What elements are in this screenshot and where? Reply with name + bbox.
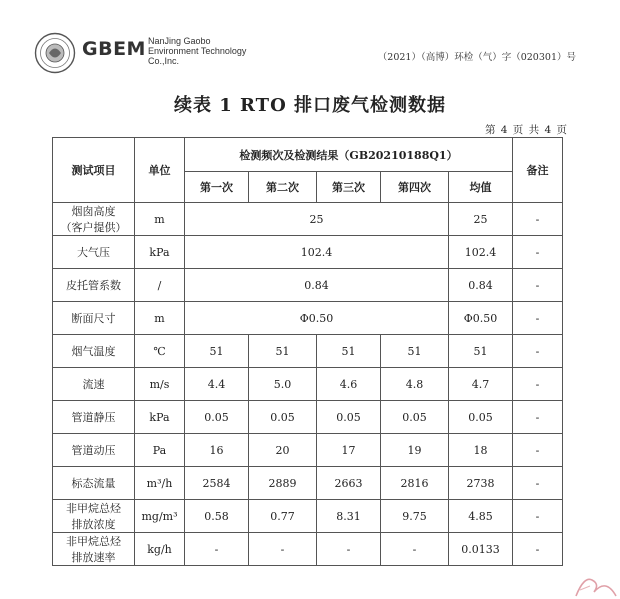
row-run-value: 0.05: [249, 401, 317, 434]
row-note: -: [513, 401, 563, 434]
row-run-value: 0.05: [317, 401, 381, 434]
report-header: [34, 28, 594, 78]
row-average: 4.85: [449, 500, 513, 533]
row-run-value: 51: [381, 335, 449, 368]
item-label-line: 非甲烷总烃: [66, 502, 121, 515]
row-run-value: 9.75: [381, 500, 449, 533]
row-unit: m³/h: [135, 467, 185, 500]
item-label-line: （客户提供）: [60, 221, 127, 234]
table-row: [53, 302, 563, 335]
row-run-value: -: [249, 533, 317, 566]
table-row: [53, 434, 563, 467]
row-run-value: 16: [185, 434, 249, 467]
row-item: 管道动压: [53, 434, 135, 467]
row-note: -: [513, 302, 563, 335]
table-row: [53, 269, 563, 302]
company-line: Co.,Inc.: [148, 56, 180, 66]
company-name: [148, 36, 246, 66]
row-run-value: 51: [317, 335, 381, 368]
header-run-1: 第一次: [185, 172, 249, 203]
row-run-value: 4.6: [317, 368, 381, 401]
table-row: [53, 500, 563, 533]
row-average: 0.84: [449, 269, 513, 302]
table-row: [53, 467, 563, 500]
row-run-value: 8.31: [317, 500, 381, 533]
row-item: [53, 533, 135, 566]
row-item: 管道静压: [53, 401, 135, 434]
row-run-value: -: [185, 533, 249, 566]
row-note: -: [513, 269, 563, 302]
header-run-2: 第二次: [249, 172, 317, 203]
row-run-value: 5.0: [249, 368, 317, 401]
exhaust-data-table: [52, 137, 563, 566]
row-unit: kg/h: [135, 533, 185, 566]
row-note: -: [513, 434, 563, 467]
row-unit: /: [135, 269, 185, 302]
row-average: 0.0133: [449, 533, 513, 566]
row-run-value: 51: [185, 335, 249, 368]
row-run-value: 19: [381, 434, 449, 467]
row-note: -: [513, 368, 563, 401]
table-row: [53, 368, 563, 401]
row-unit: mg/m³: [135, 500, 185, 533]
header-test-item: 测试项目: [53, 138, 135, 203]
header-run-4: 第四次: [381, 172, 449, 203]
row-merged-value: 25: [185, 203, 449, 236]
row-unit: kPa: [135, 401, 185, 434]
row-run-value: 0.77: [249, 500, 317, 533]
header-results-group: 检测频次及检测结果（GB20210188Q1）: [185, 138, 513, 172]
table-row: [53, 533, 563, 566]
row-average: 102.4: [449, 236, 513, 269]
row-merged-value: 102.4: [185, 236, 449, 269]
row-unit: kPa: [135, 236, 185, 269]
row-note: -: [513, 335, 563, 368]
row-unit: ℃: [135, 335, 185, 368]
row-run-value: 2663: [317, 467, 381, 500]
header-average: 均值: [449, 172, 513, 203]
row-note: -: [513, 236, 563, 269]
row-run-value: 0.58: [185, 500, 249, 533]
row-run-value: -: [381, 533, 449, 566]
row-item: 大气压: [53, 236, 135, 269]
item-label-line: 排放浓度: [71, 518, 116, 531]
row-run-value: 17: [317, 434, 381, 467]
row-merged-value: Φ0.50: [185, 302, 449, 335]
row-item: 皮托管系数: [53, 269, 135, 302]
page-number: 第 4 页 共 4 页: [484, 124, 568, 136]
row-run-value: 2889: [249, 467, 317, 500]
row-run-value: 20: [249, 434, 317, 467]
item-label-line: 排放速率: [71, 551, 116, 564]
row-run-value: 4.8: [381, 368, 449, 401]
row-average: 4.7: [449, 368, 513, 401]
document-number: （2021）（高博）环检（气）字（020301）号: [377, 52, 576, 63]
row-item: 标态流量: [53, 467, 135, 500]
row-run-value: 0.05: [381, 401, 449, 434]
row-average: 2738: [449, 467, 513, 500]
header-run-3: 第三次: [317, 172, 381, 203]
row-unit: m: [135, 302, 185, 335]
row-note: -: [513, 533, 563, 566]
row-note: -: [513, 203, 563, 236]
item-label-line: 非甲烷总烃: [66, 535, 121, 548]
row-unit: Pa: [135, 434, 185, 467]
row-run-value: 2584: [185, 467, 249, 500]
item-label-line: 烟囱高度: [71, 205, 116, 218]
row-unit: m: [135, 203, 185, 236]
header-note: 备注: [513, 138, 563, 203]
header-unit: 单位: [135, 138, 185, 203]
page-title: 续表 1 RTO 排口废气检测数据: [173, 95, 447, 116]
row-run-value: 2816: [381, 467, 449, 500]
company-line: NanJing Gaobo: [148, 36, 211, 46]
row-item: 流速: [53, 368, 135, 401]
row-item: [53, 203, 135, 236]
company-line: Environment Technology: [148, 46, 247, 56]
row-average: 51: [449, 335, 513, 368]
row-run-value: 4.4: [185, 368, 249, 401]
brand-name: GBEM: [82, 38, 146, 60]
row-note: -: [513, 500, 563, 533]
row-average: Φ0.50: [449, 302, 513, 335]
row-merged-value: 0.84: [185, 269, 449, 302]
row-note: -: [513, 467, 563, 500]
table-body: [53, 203, 563, 566]
table-row: [53, 203, 563, 236]
row-item: 断面尺寸: [53, 302, 135, 335]
row-average: 18: [449, 434, 513, 467]
table-row: [53, 335, 563, 368]
row-item: [53, 500, 135, 533]
company-seal-logo: [34, 32, 76, 74]
row-average: 0.05: [449, 401, 513, 434]
row-item: 烟气温度: [53, 335, 135, 368]
row-average: 25: [449, 203, 513, 236]
handwritten-signature-mark: [570, 570, 620, 599]
row-unit: m/s: [135, 368, 185, 401]
row-run-value: -: [317, 533, 381, 566]
row-run-value: 51: [249, 335, 317, 368]
table-row: [53, 401, 563, 434]
row-run-value: 0.05: [185, 401, 249, 434]
table-row: [53, 236, 563, 269]
